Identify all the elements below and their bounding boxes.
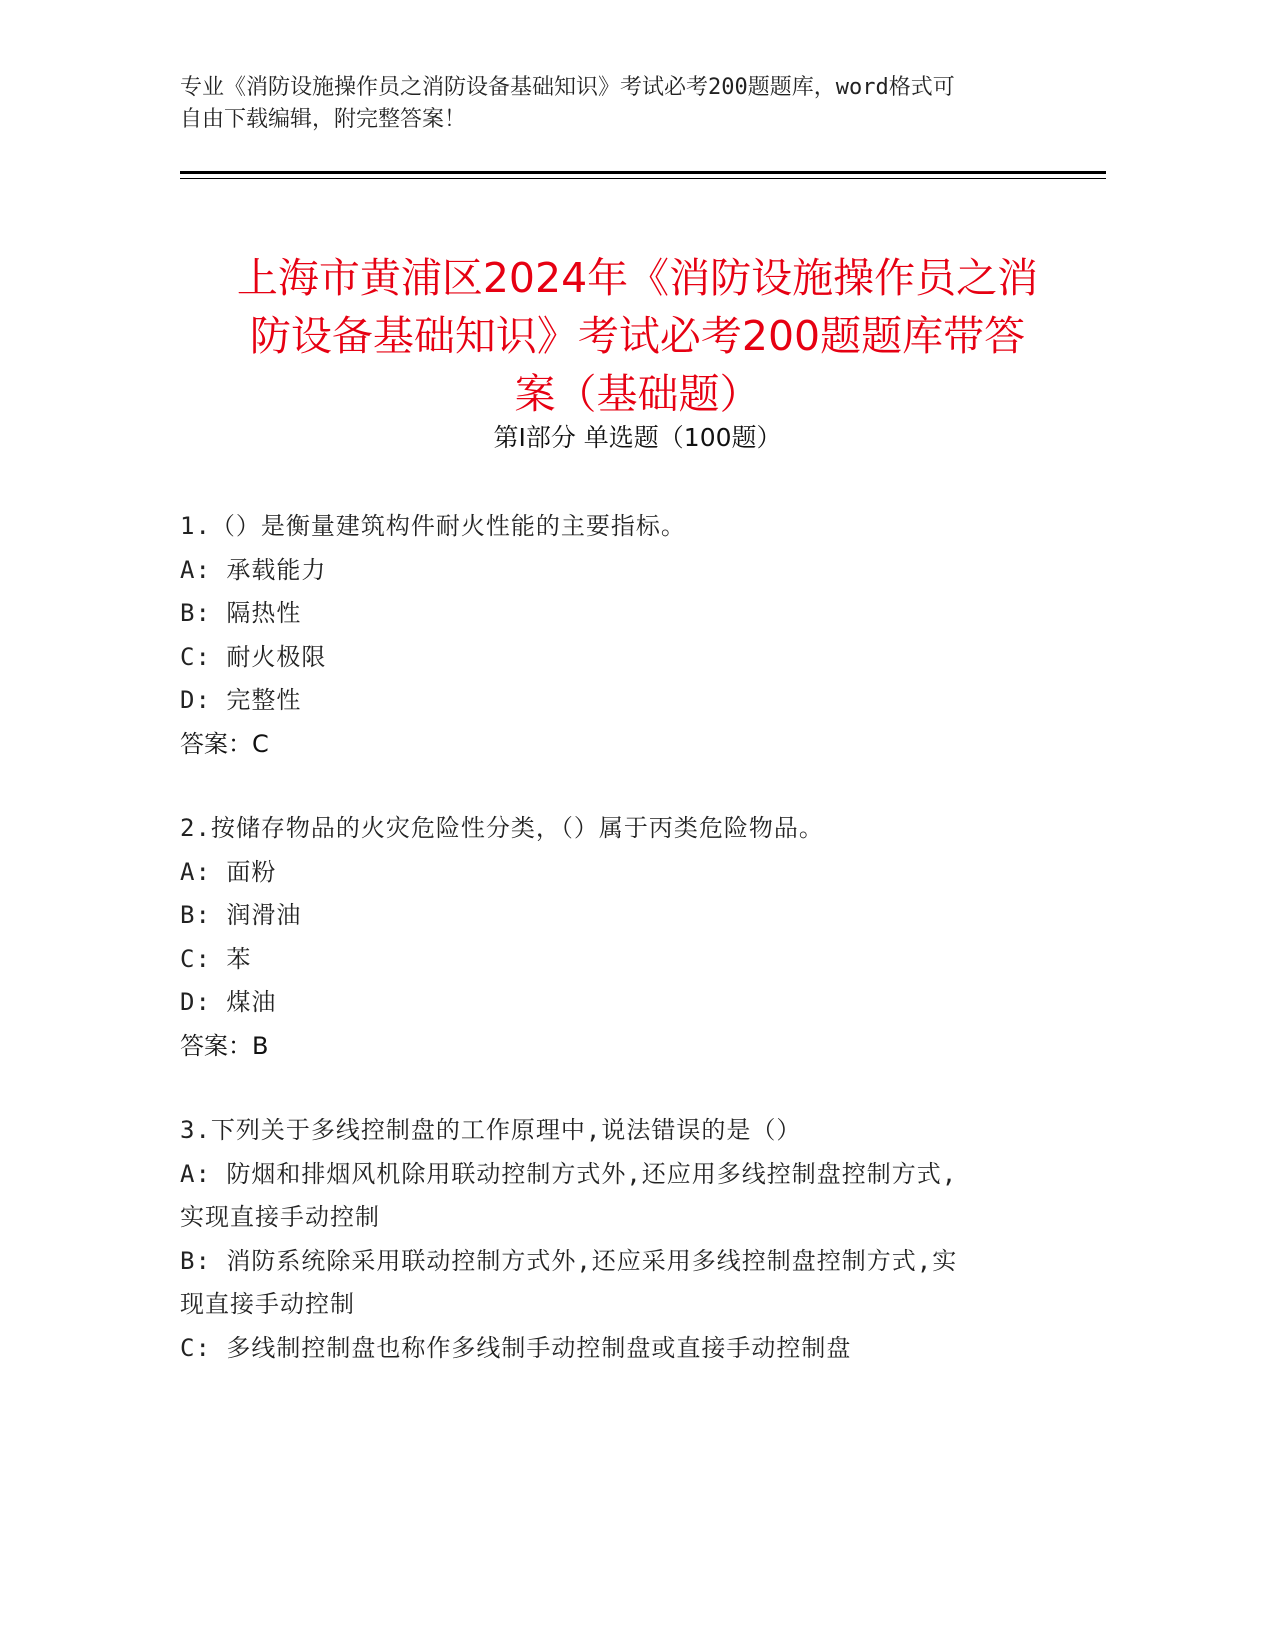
header-note-line: 专业《消防设施操作员之消防设备基础知识》考试必考200题题库，word格式可 [180, 75, 955, 100]
question-2 [180, 807, 1050, 1068]
option-a: A: 防烟和排烟风机除用联动控制方式外,还应用多线控制盘控制方式, [180, 1159, 958, 1188]
document-title-line: 案（基础题） [514, 370, 761, 419]
section-title: 第Ⅰ部分 单选题（100题） [493, 423, 782, 452]
header-note [180, 72, 1060, 136]
option-c: C: 耐火极限 [180, 642, 327, 671]
question-1 [180, 505, 1050, 766]
answer-key: 答案：B [180, 1031, 269, 1060]
header-divider-thick [180, 171, 1106, 174]
question-list [180, 505, 1050, 1370]
option-a: A: 面粉 [180, 857, 277, 886]
question-3 [180, 1109, 1050, 1370]
option-b: B: 消防系统除采用联动控制方式外,还应采用多线控制盘控制方式,实 [180, 1246, 958, 1275]
header-divider-thin [180, 178, 1106, 179]
answer-key: 答案：C [180, 729, 269, 758]
option-c: C: 苯 [180, 944, 252, 973]
question-stem: 3.下列关于多线控制盘的工作原理中,说法错误的是（） [180, 1116, 802, 1144]
document-title-line: 防设备基础知识》考试必考200题题库带答 [249, 312, 1026, 361]
option-a-continued: 实现直接手动控制 [180, 1203, 380, 1231]
option-b: B: 隔热性 [180, 599, 302, 627]
question-stem: 1.（）是衡量建筑构件耐火性能的主要指标。 [180, 512, 686, 540]
option-b: B: 润滑油 [180, 901, 302, 929]
option-a: A: 承载能力 [180, 555, 327, 584]
question-stem: 2.按储存物品的火灾危险性分类，（）属于丙类危险物品。 [180, 814, 824, 842]
document-title [150, 249, 1125, 423]
option-c: C: 多线制控制盘也称作多线制手动控制盘或直接手动控制盘 [180, 1333, 852, 1362]
option-b-continued: 现直接手动控制 [180, 1290, 355, 1318]
header-note-line: 自由下载编辑，附完整答案！ [180, 107, 467, 132]
document-title-line: 上海市黄浦区2024年《消防设施操作员之消 [236, 254, 1039, 303]
option-d: D: 完整性 [180, 686, 302, 714]
option-d: D: 煤油 [180, 988, 277, 1016]
